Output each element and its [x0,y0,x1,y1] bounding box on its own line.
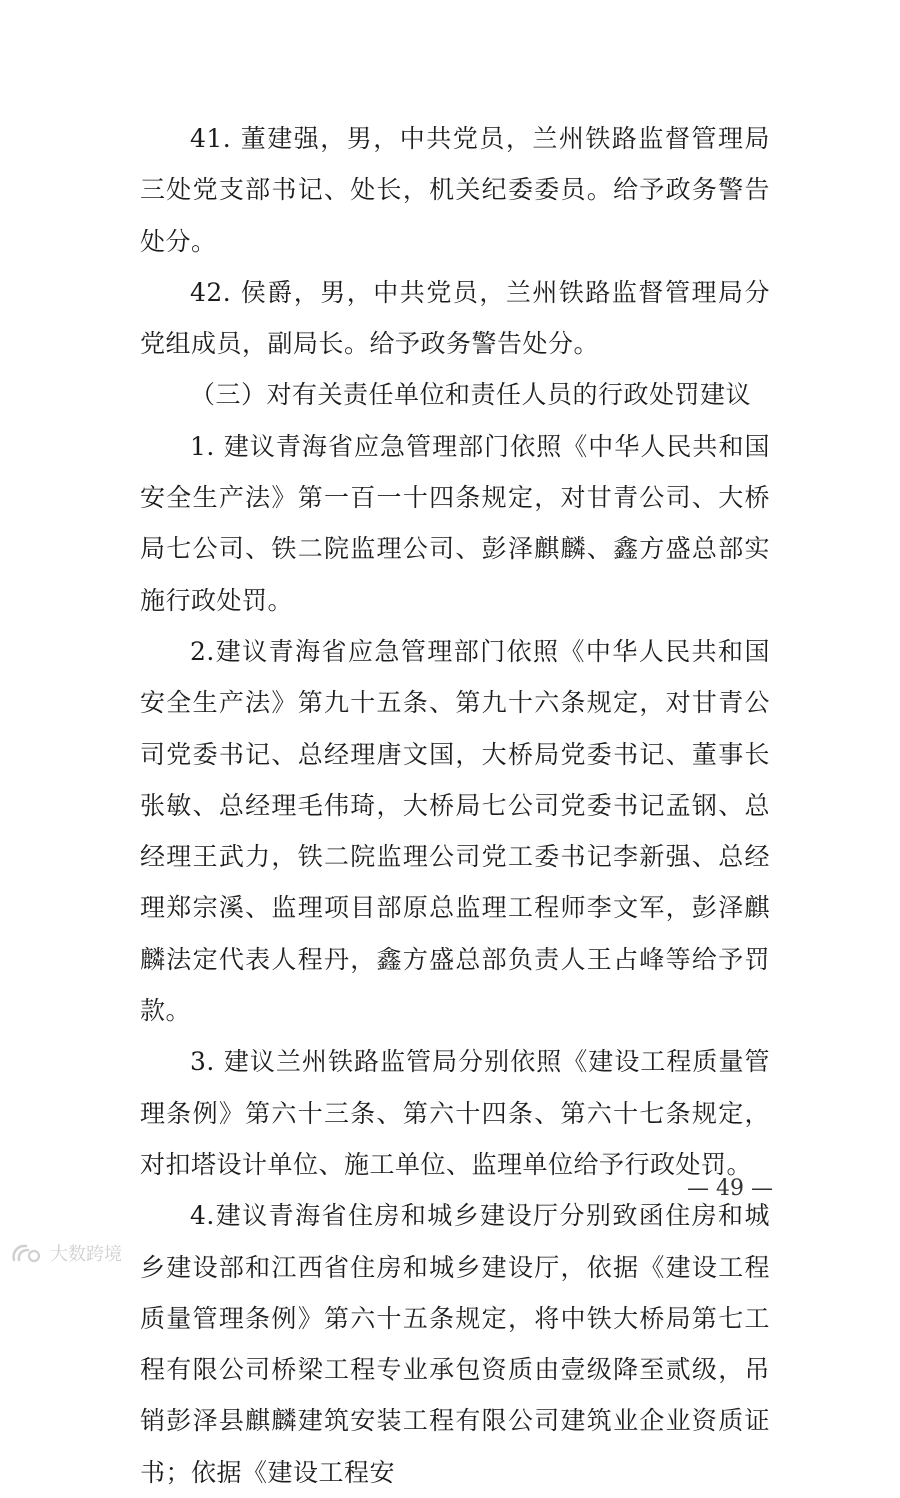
paragraph-suggestion-2: 2.建议青海省应急管理部门依照《中华人民共和国安全生产法》第九十五条、第九十六条规定，对甘青公司党委书记、总经理唐文国，大桥局党委书记、董事长张敏、总经理毛伟琦，大桥局七公司党委书记孟钢、总经理王武力，铁二院监理公司党工委书记李新强、总经理郑宗溪、监理项目部原总监理工程师李文军，彭泽麒麟法定代表人程丹，鑫方盛总部负责人王占峰等给予罚款。 [140,636,770,1026]
paragraph-item-41: 41. 董建强，男，中共党员，兰州铁路监督管理局三处党支部书记、处长，机关纪委委员。给予政务警告处分。 [140,124,770,256]
page-number: — 49 — [687,1176,773,1201]
document-body [140,113,770,1498]
section-heading: （三）对有关责任单位和责任人员的行政处罚建议 [190,380,752,410]
brand-logo-icon [10,1242,44,1264]
paragraph-suggestion-1: 1. 建议青海省应急管理部门依照《中华人民共和国安全生产法》第一百一十四条规定，对甘青公司、大桥局七公司、铁二院监理公司、彭泽麒麟、鑫方盛总部实施行政处罚。 [140,431,770,615]
paragraph-suggestion-3: 3. 建议兰州铁路监管局分别依照《建设工程质量管理条例》第六十三条、第六十四条、第六十七条规定，对扣塔设计单位、施工单位、监理单位给予行政处罚。 [140,1047,770,1179]
watermark-text: 大数跨境 [50,1244,122,1265]
paragraph-item-42: 42. 侯爵，男，中共党员，兰州铁路监督管理局分党组成员，副局长。给予政务警告处分。 [140,277,770,359]
watermark [10,1240,122,1266]
paragraph-suggestion-4: 4.建议青海省住房和城乡建设厅分别致函住房和城乡建设部和江西省住房和城乡建设厅，依据《建设工程质量管理条例》第六十五条规定，将中铁大桥局第七工程有限公司桥梁工程专业承包资质由壹级降至贰级，吊销彭泽县麒麟建筑安装工程有限公司建筑业企业资质证书；依据《建设工程安 [140,1201,770,1487]
